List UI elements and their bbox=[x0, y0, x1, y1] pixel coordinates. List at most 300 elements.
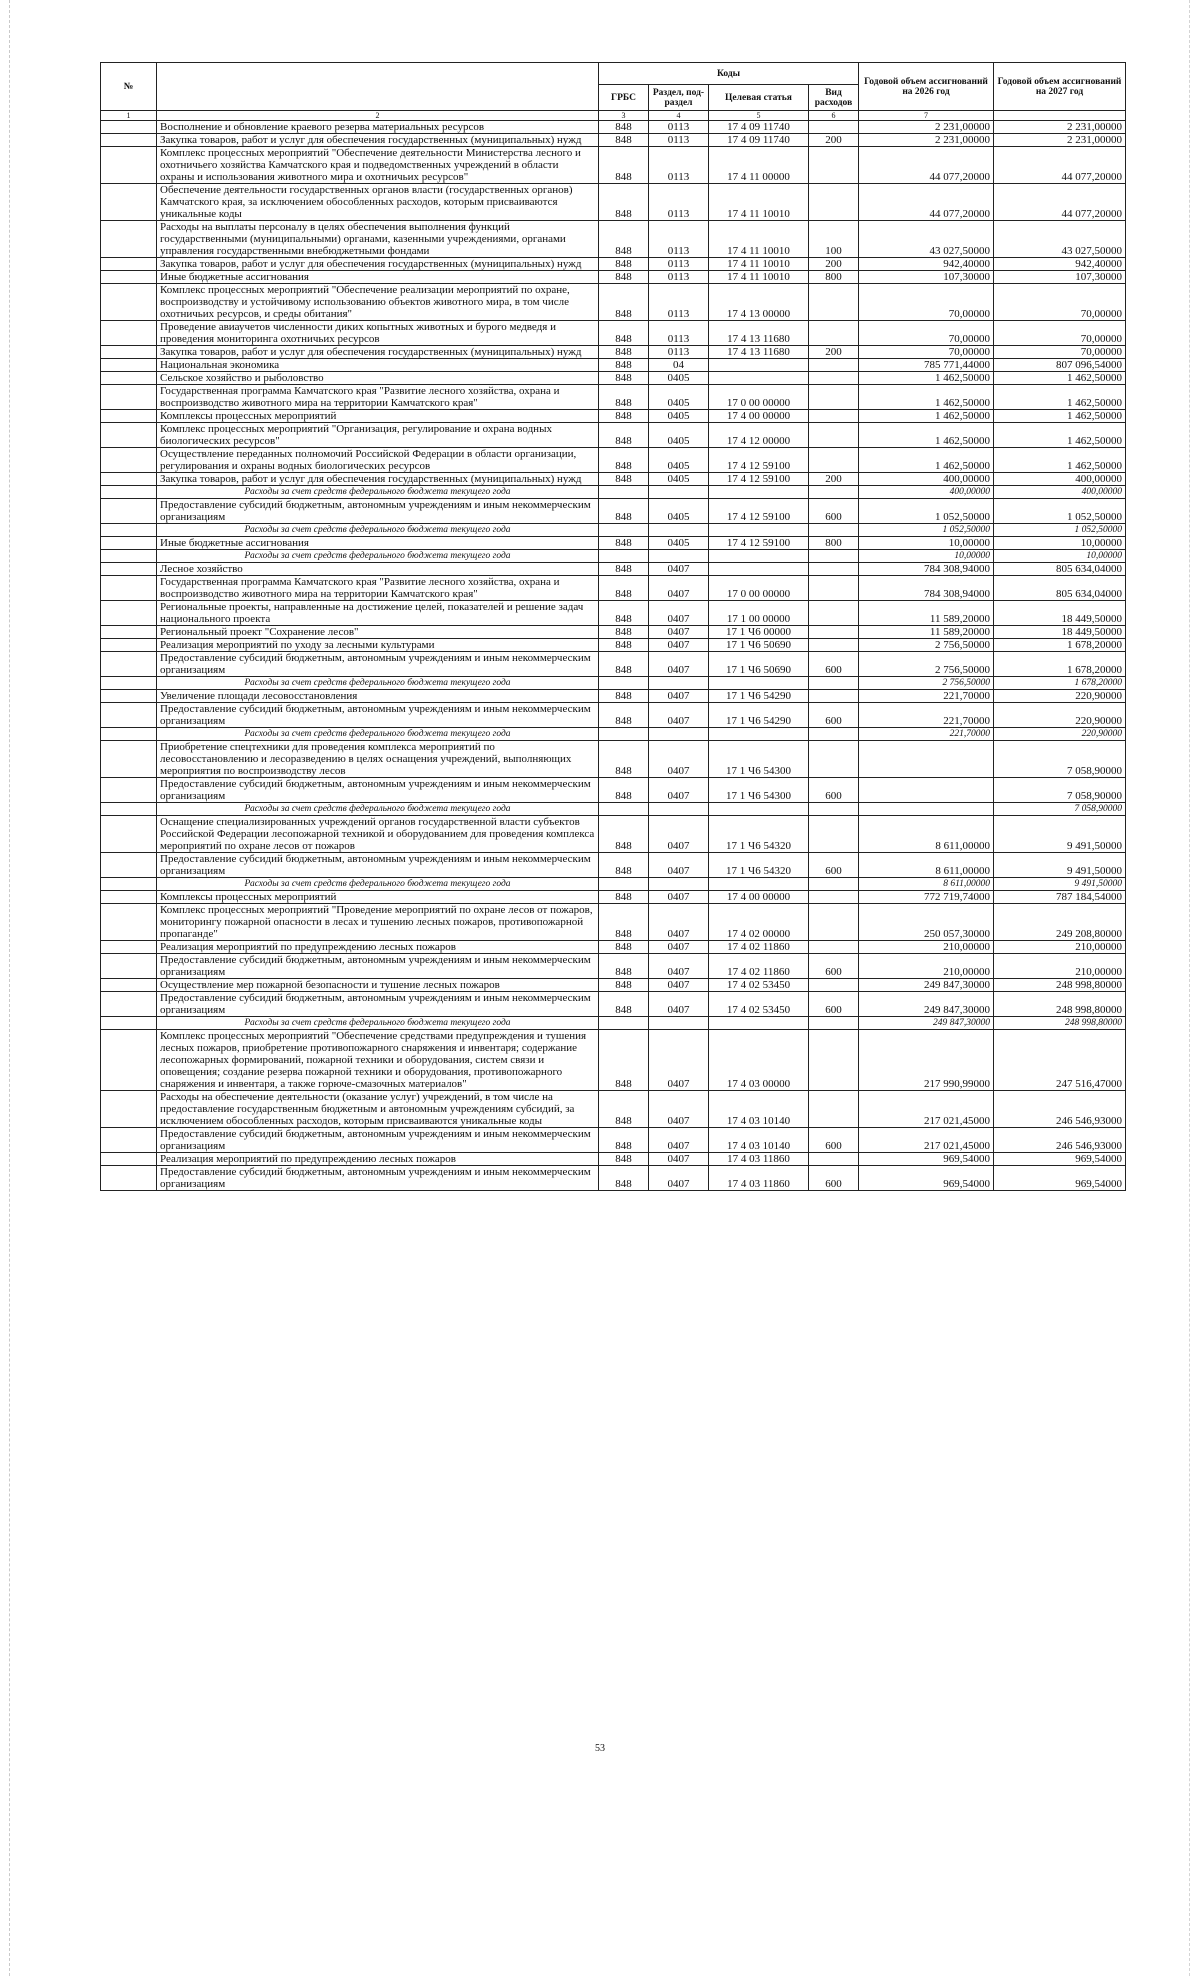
row-expense-type-cell bbox=[809, 979, 859, 992]
row-expense-type-cell bbox=[809, 284, 859, 321]
row-2027-cell: 70,00000 bbox=[994, 346, 1126, 359]
row-target-article-cell: 17 1 Ч6 54300 bbox=[709, 741, 809, 778]
row-2027-cell: 246 546,93000 bbox=[994, 1091, 1126, 1128]
row-razdel-cell: 0405 bbox=[649, 385, 709, 410]
row-grbs-cell: 848 bbox=[599, 258, 649, 271]
row-number-cell bbox=[101, 778, 157, 803]
row-2027-cell: 805 634,04000 bbox=[994, 563, 1126, 576]
row-expense-type-cell bbox=[809, 385, 859, 410]
page-number: 53 bbox=[595, 1743, 605, 1754]
row-2027-cell: 942,40000 bbox=[994, 258, 1126, 271]
row-name-cell: Предоставление субсидий бюджетным, автономным учреждениям и иным некоммерческим организациям bbox=[157, 652, 599, 677]
row-2027-cell: 107,30000 bbox=[994, 271, 1126, 284]
table-row bbox=[101, 904, 1126, 941]
row-expense-type-cell bbox=[809, 904, 859, 941]
row-name-cell: Закупка товаров, работ и услуг для обеспечения государственных (муниципальных) нужд bbox=[157, 258, 599, 271]
row-2027-cell: 248 998,80000 bbox=[994, 979, 1126, 992]
row-2027-cell: 2 231,00000 bbox=[994, 134, 1126, 147]
row-2027-cell: 18 449,50000 bbox=[994, 626, 1126, 639]
row-2026-cell: 70,00000 bbox=[859, 284, 994, 321]
row-name-cell: Государственная программа Камчатского края "Развитие лесного хозяйства, охрана и воспроизводство животного мира на территории Камчатского края" bbox=[157, 385, 599, 410]
row-2027-cell: 2 231,00000 bbox=[994, 121, 1126, 134]
row-name-cell: Лесное хозяйство bbox=[157, 563, 599, 576]
row-2026-cell: 8 611,00000 bbox=[859, 853, 994, 878]
row-target-article-cell: 17 1 Ч6 00000 bbox=[709, 626, 809, 639]
row-number-cell bbox=[101, 486, 157, 499]
table-row bbox=[101, 346, 1126, 359]
row-expense-type-cell: 600 bbox=[809, 499, 859, 524]
row-grbs-cell: 848 bbox=[599, 134, 649, 147]
row-target-article-cell: 17 4 09 11740 bbox=[709, 134, 809, 147]
row-target-article-cell: 17 4 12 59100 bbox=[709, 537, 809, 550]
table-row bbox=[101, 372, 1126, 385]
table-row bbox=[101, 703, 1126, 728]
row-target-article-cell: 17 4 12 59100 bbox=[709, 499, 809, 524]
row-razdel-cell: 0407 bbox=[649, 1128, 709, 1153]
row-2026-cell: 8 611,00000 bbox=[859, 878, 994, 891]
row-razdel-cell: 0407 bbox=[649, 652, 709, 677]
row-grbs-cell: 848 bbox=[599, 321, 649, 346]
row-expense-type-cell: 600 bbox=[809, 1128, 859, 1153]
row-target-article-cell: 17 1 Ч6 54320 bbox=[709, 816, 809, 853]
row-number-cell bbox=[101, 284, 157, 321]
row-2027-cell: 787 184,54000 bbox=[994, 891, 1126, 904]
row-2027-cell: 1 462,50000 bbox=[994, 372, 1126, 385]
federal-source-row bbox=[101, 550, 1126, 563]
header-target-article: Целевая статья bbox=[709, 85, 809, 111]
row-2026-cell: 249 847,30000 bbox=[859, 992, 994, 1017]
row-2026-cell: 107,30000 bbox=[859, 271, 994, 284]
row-2027-cell: 7 058,90000 bbox=[994, 741, 1126, 778]
header-2027: Годовой объем ассигнований на 2027 год bbox=[994, 63, 1126, 111]
row-expense-type-cell bbox=[809, 803, 859, 816]
row-2027-cell: 18 449,50000 bbox=[994, 601, 1126, 626]
row-2027-cell: 43 027,50000 bbox=[994, 221, 1126, 258]
row-expense-type-cell: 600 bbox=[809, 992, 859, 1017]
header-codes: Коды bbox=[599, 63, 859, 85]
row-grbs-cell: 848 bbox=[599, 537, 649, 550]
row-number-cell bbox=[101, 1153, 157, 1166]
row-grbs-cell bbox=[599, 677, 649, 690]
row-2027-cell: 969,54000 bbox=[994, 1153, 1126, 1166]
row-2026-cell: 1 462,50000 bbox=[859, 385, 994, 410]
row-name-cell: Иные бюджетные ассигнования bbox=[157, 537, 599, 550]
table-row bbox=[101, 601, 1126, 626]
row-2026-cell: 210,00000 bbox=[859, 954, 994, 979]
row-name-cell: Закупка товаров, работ и услуг для обеспечения государственных (муниципальных) нужд bbox=[157, 346, 599, 359]
row-2027-cell: 249 208,80000 bbox=[994, 904, 1126, 941]
row-razdel-cell: 0407 bbox=[649, 904, 709, 941]
row-target-article-cell bbox=[709, 728, 809, 741]
row-expense-type-cell bbox=[809, 423, 859, 448]
row-name-cell: Расходы на выплаты персоналу в целях обеспечения выполнения функций государственными (муниципальными) органами, казенными учреждениями, органами управления государственными внебюджетными фондами bbox=[157, 221, 599, 258]
row-name-cell: Сельское хозяйство и рыболовство bbox=[157, 372, 599, 385]
row-number-cell bbox=[101, 410, 157, 423]
row-expense-type-cell: 200 bbox=[809, 473, 859, 486]
row-target-article-cell: 17 4 02 53450 bbox=[709, 979, 809, 992]
row-razdel-cell bbox=[649, 486, 709, 499]
row-2027-cell: 10,00000 bbox=[994, 537, 1126, 550]
row-2027-cell: 10,00000 bbox=[994, 550, 1126, 563]
row-razdel-cell: 0407 bbox=[649, 741, 709, 778]
row-razdel-cell: 0113 bbox=[649, 271, 709, 284]
federal-source-row bbox=[101, 1017, 1126, 1030]
row-number-cell bbox=[101, 941, 157, 954]
row-razdel-cell: 0407 bbox=[649, 954, 709, 979]
row-razdel-cell: 0407 bbox=[649, 891, 709, 904]
row-expense-type-cell: 100 bbox=[809, 221, 859, 258]
row-2026-cell: 2 756,50000 bbox=[859, 677, 994, 690]
row-target-article-cell: 17 1 Ч6 54300 bbox=[709, 778, 809, 803]
row-2026-cell: 2 231,00000 bbox=[859, 134, 994, 147]
row-2027-cell: 7 058,90000 bbox=[994, 803, 1126, 816]
row-razdel-cell: 0407 bbox=[649, 576, 709, 601]
row-2026-cell: 210,00000 bbox=[859, 941, 994, 954]
row-target-article-cell: 17 4 12 59100 bbox=[709, 473, 809, 486]
row-grbs-cell: 848 bbox=[599, 359, 649, 372]
row-grbs-cell: 848 bbox=[599, 1166, 649, 1191]
table-row bbox=[101, 385, 1126, 410]
table-row bbox=[101, 954, 1126, 979]
row-grbs-cell: 848 bbox=[599, 1153, 649, 1166]
row-number-cell bbox=[101, 891, 157, 904]
row-name-cell: Закупка товаров, работ и услуг для обеспечения государственных (муниципальных) нужд bbox=[157, 134, 599, 147]
row-target-article-cell: 17 0 00 00000 bbox=[709, 385, 809, 410]
row-expense-type-cell bbox=[809, 639, 859, 652]
row-expense-type-cell bbox=[809, 550, 859, 563]
row-expense-type-cell: 600 bbox=[809, 1166, 859, 1191]
row-number-cell bbox=[101, 359, 157, 372]
row-grbs-cell: 848 bbox=[599, 563, 649, 576]
row-target-article-cell: 17 4 03 10140 bbox=[709, 1128, 809, 1153]
row-razdel-cell bbox=[649, 728, 709, 741]
table-row bbox=[101, 690, 1126, 703]
row-name-cell: Государственная программа Камчатского края "Развитие лесного хозяйства, охрана и воспроизводство животного мира на территории Камчатского края" bbox=[157, 576, 599, 601]
row-target-article-cell: 17 4 03 10140 bbox=[709, 1091, 809, 1128]
row-2027-cell: 1 678,20000 bbox=[994, 677, 1126, 690]
row-2027-cell: 1 678,20000 bbox=[994, 639, 1126, 652]
row-target-article-cell: 17 4 03 00000 bbox=[709, 1030, 809, 1091]
row-name-cell: Предоставление субсидий бюджетным, автономным учреждениям и иным некоммерческим организациям bbox=[157, 954, 599, 979]
row-razdel-cell: 0405 bbox=[649, 537, 709, 550]
row-grbs-cell bbox=[599, 803, 649, 816]
row-name-cell: Восполнение и обновление краевого резерва материальных ресурсов bbox=[157, 121, 599, 134]
row-grbs-cell: 848 bbox=[599, 816, 649, 853]
row-name-cell: Комплекс процессных мероприятий "Обеспечение деятельности Министерства лесного и охотничьего хозяйства Камчатского края и подведомственных учреждений в области охраны и использования животного мира и охотничьих ресурсов" bbox=[157, 147, 599, 184]
row-expense-type-cell bbox=[809, 486, 859, 499]
row-2026-cell: 221,70000 bbox=[859, 690, 994, 703]
row-target-article-cell bbox=[709, 803, 809, 816]
table-row bbox=[101, 1128, 1126, 1153]
row-expense-type-cell bbox=[809, 728, 859, 741]
row-grbs-cell: 848 bbox=[599, 423, 649, 448]
table-row bbox=[101, 321, 1126, 346]
table-row bbox=[101, 121, 1126, 134]
row-razdel-cell bbox=[649, 878, 709, 891]
row-grbs-cell: 848 bbox=[599, 954, 649, 979]
row-2026-cell: 2 756,50000 bbox=[859, 639, 994, 652]
table-row bbox=[101, 499, 1126, 524]
row-2026-cell: 44 077,20000 bbox=[859, 184, 994, 221]
row-target-article-cell bbox=[709, 1017, 809, 1030]
row-target-article-cell: 17 4 12 59100 bbox=[709, 448, 809, 473]
row-2027-cell: 1 052,50000 bbox=[994, 499, 1126, 524]
row-expense-type-cell bbox=[809, 1091, 859, 1128]
header-razdel: Раздел, под-раздел bbox=[649, 85, 709, 111]
row-expense-type-cell bbox=[809, 147, 859, 184]
row-2027-cell: 70,00000 bbox=[994, 284, 1126, 321]
row-number-cell bbox=[101, 803, 157, 816]
row-grbs-cell: 848 bbox=[599, 473, 649, 486]
row-target-article-cell bbox=[709, 550, 809, 563]
row-expense-type-cell bbox=[809, 448, 859, 473]
row-razdel-cell bbox=[649, 1017, 709, 1030]
row-razdel-cell: 0405 bbox=[649, 423, 709, 448]
row-name-cell: Предоставление субсидий бюджетным, автономным учреждениям и иным некоммерческим организациям bbox=[157, 992, 599, 1017]
row-name-cell: Расходы за счет средств федерального бюджета текущего года bbox=[157, 878, 599, 891]
row-grbs-cell: 848 bbox=[599, 385, 649, 410]
document-sheet bbox=[100, 62, 1125, 1191]
row-number-cell bbox=[101, 524, 157, 537]
row-grbs-cell: 848 bbox=[599, 147, 649, 184]
table-row bbox=[101, 563, 1126, 576]
row-expense-type-cell bbox=[809, 690, 859, 703]
row-expense-type-cell: 800 bbox=[809, 271, 859, 284]
table-row bbox=[101, 147, 1126, 184]
table-row bbox=[101, 410, 1126, 423]
row-expense-type-cell bbox=[809, 121, 859, 134]
index-cell: 1 bbox=[101, 111, 157, 121]
row-grbs-cell: 848 bbox=[599, 346, 649, 359]
row-razdel-cell bbox=[649, 803, 709, 816]
row-expense-type-cell: 200 bbox=[809, 258, 859, 271]
table-row bbox=[101, 284, 1126, 321]
row-grbs-cell: 848 bbox=[599, 703, 649, 728]
row-grbs-cell: 848 bbox=[599, 904, 649, 941]
table-row bbox=[101, 1166, 1126, 1191]
row-razdel-cell: 0113 bbox=[649, 284, 709, 321]
table-row bbox=[101, 1153, 1126, 1166]
index-cell: 2 bbox=[157, 111, 599, 121]
row-target-article-cell: 17 4 11 00000 bbox=[709, 147, 809, 184]
row-number-cell bbox=[101, 385, 157, 410]
row-2027-cell: 7 058,90000 bbox=[994, 778, 1126, 803]
row-2026-cell: 43 027,50000 bbox=[859, 221, 994, 258]
row-expense-type-cell bbox=[809, 359, 859, 372]
row-razdel-cell: 0407 bbox=[649, 703, 709, 728]
row-2026-cell: 2 231,00000 bbox=[859, 121, 994, 134]
table-row bbox=[101, 134, 1126, 147]
row-number-cell bbox=[101, 563, 157, 576]
row-number-cell bbox=[101, 147, 157, 184]
row-name-cell: Предоставление субсидий бюджетным, автономным учреждениям и иным некоммерческим организациям bbox=[157, 499, 599, 524]
row-expense-type-cell: 200 bbox=[809, 134, 859, 147]
row-name-cell: Приобретение спецтехники для проведения комплекса мероприятий по лесовосстановлению и лесоразведению в целях оснащения учреждений, выполняющих мероприятия по воспроизводству лесов bbox=[157, 741, 599, 778]
appropriations-table bbox=[100, 62, 1126, 1191]
row-number-cell bbox=[101, 346, 157, 359]
row-expense-type-cell: 600 bbox=[809, 652, 859, 677]
row-grbs-cell bbox=[599, 550, 649, 563]
row-razdel-cell: 0407 bbox=[649, 1030, 709, 1091]
row-grbs-cell: 848 bbox=[599, 891, 649, 904]
row-number-cell bbox=[101, 904, 157, 941]
row-2026-cell: 249 847,30000 bbox=[859, 1017, 994, 1030]
row-2027-cell: 220,90000 bbox=[994, 728, 1126, 741]
row-2027-cell: 805 634,04000 bbox=[994, 576, 1126, 601]
row-grbs-cell: 848 bbox=[599, 1030, 649, 1091]
row-target-article-cell: 17 4 12 00000 bbox=[709, 423, 809, 448]
row-grbs-cell: 848 bbox=[599, 372, 649, 385]
row-expense-type-cell: 600 bbox=[809, 703, 859, 728]
row-grbs-cell: 848 bbox=[599, 499, 649, 524]
row-name-cell: Расходы за счет средств федерального бюджета текущего года bbox=[157, 550, 599, 563]
row-grbs-cell bbox=[599, 728, 649, 741]
table-row bbox=[101, 359, 1126, 372]
row-2027-cell: 44 077,20000 bbox=[994, 184, 1126, 221]
row-name-cell: Закупка товаров, работ и услуг для обеспечения государственных (муниципальных) нужд bbox=[157, 473, 599, 486]
row-name-cell: Реализация мероприятий по предупреждению лесных пожаров bbox=[157, 1153, 599, 1166]
row-2027-cell: 70,00000 bbox=[994, 321, 1126, 346]
row-expense-type-cell: 200 bbox=[809, 346, 859, 359]
row-target-article-cell: 17 4 00 00000 bbox=[709, 410, 809, 423]
row-grbs-cell: 848 bbox=[599, 741, 649, 778]
row-name-cell: Осуществление переданных полномочий Российской Федерации в области организации, регулирования и охраны водных биологических ресурсов bbox=[157, 448, 599, 473]
row-2026-cell: 44 077,20000 bbox=[859, 147, 994, 184]
index-cell: 7 bbox=[859, 111, 994, 121]
index-cell: 5 bbox=[709, 111, 809, 121]
row-2027-cell: 220,90000 bbox=[994, 703, 1126, 728]
row-2027-cell: 248 998,80000 bbox=[994, 1017, 1126, 1030]
federal-source-row bbox=[101, 486, 1126, 499]
table-row bbox=[101, 891, 1126, 904]
header-index-row bbox=[101, 111, 1126, 121]
row-2026-cell: 400,00000 bbox=[859, 486, 994, 499]
table-row bbox=[101, 537, 1126, 550]
row-2027-cell: 210,00000 bbox=[994, 954, 1126, 979]
row-grbs-cell: 848 bbox=[599, 853, 649, 878]
row-number-cell bbox=[101, 423, 157, 448]
row-number-cell bbox=[101, 652, 157, 677]
row-razdel-cell: 0407 bbox=[649, 626, 709, 639]
row-grbs-cell: 848 bbox=[599, 941, 649, 954]
row-number-cell bbox=[101, 499, 157, 524]
row-razdel-cell: 0405 bbox=[649, 448, 709, 473]
row-razdel-cell: 0405 bbox=[649, 499, 709, 524]
row-grbs-cell: 848 bbox=[599, 690, 649, 703]
row-name-cell: Национальная экономика bbox=[157, 359, 599, 372]
row-name-cell: Расходы за счет средств федерального бюджета текущего года bbox=[157, 677, 599, 690]
table-row bbox=[101, 778, 1126, 803]
table-header bbox=[101, 63, 1126, 121]
row-2027-cell: 210,00000 bbox=[994, 941, 1126, 954]
header-2026: Годовой объем ассигнований на 2026 год bbox=[859, 63, 994, 111]
row-grbs-cell: 848 bbox=[599, 1128, 649, 1153]
row-2027-cell: 9 491,50000 bbox=[994, 816, 1126, 853]
table-row bbox=[101, 741, 1126, 778]
row-2027-cell: 1 462,50000 bbox=[994, 385, 1126, 410]
table-row bbox=[101, 941, 1126, 954]
row-2026-cell: 11 589,20000 bbox=[859, 601, 994, 626]
row-target-article-cell: 17 1 Ч6 50690 bbox=[709, 639, 809, 652]
row-number-cell bbox=[101, 576, 157, 601]
row-2027-cell: 220,90000 bbox=[994, 690, 1126, 703]
row-razdel-cell: 0113 bbox=[649, 184, 709, 221]
row-number-cell bbox=[101, 626, 157, 639]
federal-source-row bbox=[101, 803, 1126, 816]
row-2026-cell: 10,00000 bbox=[859, 537, 994, 550]
row-name-cell: Предоставление субсидий бюджетным, автономным учреждениям и иным некоммерческим организациям bbox=[157, 1128, 599, 1153]
row-razdel-cell: 0407 bbox=[649, 853, 709, 878]
row-target-article-cell: 17 1 Ч6 54290 bbox=[709, 690, 809, 703]
row-razdel-cell: 0407 bbox=[649, 563, 709, 576]
row-expense-type-cell bbox=[809, 601, 859, 626]
table-row bbox=[101, 258, 1126, 271]
row-number-cell bbox=[101, 816, 157, 853]
row-number-cell bbox=[101, 321, 157, 346]
row-razdel-cell: 0407 bbox=[649, 1166, 709, 1191]
row-number-cell bbox=[101, 1128, 157, 1153]
row-razdel-cell: 0113 bbox=[649, 134, 709, 147]
row-name-cell: Иные бюджетные ассигнования bbox=[157, 271, 599, 284]
row-2027-cell: 969,54000 bbox=[994, 1166, 1126, 1191]
index-cell: 3 bbox=[599, 111, 649, 121]
row-grbs-cell: 848 bbox=[599, 271, 649, 284]
row-2026-cell: 2 756,50000 bbox=[859, 652, 994, 677]
row-target-article-cell bbox=[709, 524, 809, 537]
row-target-article-cell: 17 4 13 11680 bbox=[709, 321, 809, 346]
row-razdel-cell: 0113 bbox=[649, 321, 709, 346]
table-row bbox=[101, 576, 1126, 601]
row-2027-cell: 1 462,50000 bbox=[994, 410, 1126, 423]
row-grbs-cell: 848 bbox=[599, 1091, 649, 1128]
row-number-cell bbox=[101, 639, 157, 652]
row-2027-cell: 1 678,20000 bbox=[994, 652, 1126, 677]
row-razdel-cell: 0113 bbox=[649, 346, 709, 359]
row-expense-type-cell bbox=[809, 563, 859, 576]
row-number-cell bbox=[101, 537, 157, 550]
row-target-article-cell: 17 4 09 11740 bbox=[709, 121, 809, 134]
row-2026-cell: 1 462,50000 bbox=[859, 448, 994, 473]
row-target-article-cell: 17 4 02 11860 bbox=[709, 941, 809, 954]
row-razdel-cell: 0113 bbox=[649, 147, 709, 184]
row-number-cell bbox=[101, 258, 157, 271]
row-2026-cell: 1 462,50000 bbox=[859, 372, 994, 385]
row-name-cell: Региональный проект "Сохранение лесов" bbox=[157, 626, 599, 639]
row-2026-cell bbox=[859, 778, 994, 803]
row-2026-cell: 1 462,50000 bbox=[859, 410, 994, 423]
row-2026-cell: 772 719,74000 bbox=[859, 891, 994, 904]
row-razdel-cell bbox=[649, 677, 709, 690]
row-name-cell: Комплекс процессных мероприятий "Обеспечение реализации мероприятий по охране, воспроизводству и устойчивому использованию объектов животного мира, в том числе охотничьих ресурсов, и среды обитания" bbox=[157, 284, 599, 321]
row-target-article-cell: 17 4 11 10010 bbox=[709, 258, 809, 271]
row-expense-type-cell: 600 bbox=[809, 853, 859, 878]
row-target-article-cell: 17 1 Ч6 54320 bbox=[709, 853, 809, 878]
row-expense-type-cell bbox=[809, 626, 859, 639]
row-razdel-cell: 0407 bbox=[649, 979, 709, 992]
row-grbs-cell bbox=[599, 1017, 649, 1030]
table-row bbox=[101, 423, 1126, 448]
row-2027-cell: 400,00000 bbox=[994, 473, 1126, 486]
row-target-article-cell: 17 1 00 00000 bbox=[709, 601, 809, 626]
federal-source-row bbox=[101, 728, 1126, 741]
row-grbs-cell: 848 bbox=[599, 992, 649, 1017]
row-2026-cell: 942,40000 bbox=[859, 258, 994, 271]
row-name-cell: Проведение авиаучетов численности диких копытных животных и бурого медведя и проведения мониторинга охотничьих ресурсов bbox=[157, 321, 599, 346]
row-grbs-cell bbox=[599, 878, 649, 891]
row-expense-type-cell: 600 bbox=[809, 954, 859, 979]
table-row bbox=[101, 1091, 1126, 1128]
row-2026-cell: 221,70000 bbox=[859, 728, 994, 741]
